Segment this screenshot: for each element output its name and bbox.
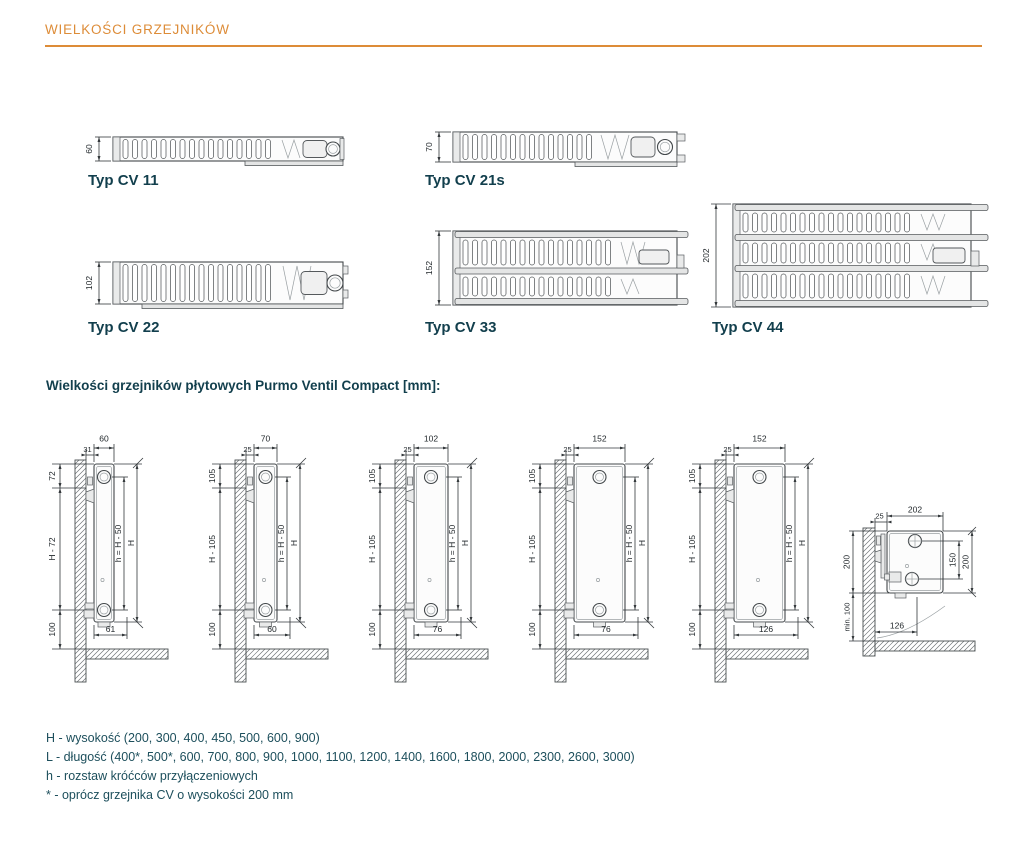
cv44-pipe-2 — [735, 235, 988, 241]
corner-top-dim — [887, 505, 943, 532]
cv33-label: Typ CV 33 — [425, 319, 497, 336]
svg-text:H: H — [797, 539, 807, 547]
bottom-valve — [753, 604, 766, 617]
bottom-dim-text: 60 — [267, 624, 277, 634]
legend-line: L - długość (400*, 500*, 600, 700, 800, 900, 1000, 1100, 1200, 1400, 1600, 1800, 2000, 2300, 2600, 3000) — [46, 750, 635, 764]
top-valve — [593, 471, 606, 484]
bottom-dim-arrow-r — [456, 634, 461, 637]
cv21s-plan-diagram — [425, 124, 695, 176]
svg-text:25: 25 — [243, 445, 252, 454]
corner-bottom-dim — [875, 597, 917, 636]
top-valve — [98, 471, 111, 484]
svg-text:H: H — [460, 539, 470, 547]
top-width-dim — [734, 434, 785, 463]
svg-text:H: H — [289, 539, 299, 547]
wall-bracket — [86, 489, 94, 503]
svg-text:min. 100: min. 100 — [842, 602, 852, 632]
top-dim-text: 152 — [592, 433, 607, 444]
bottom-valve-block — [404, 610, 414, 618]
side-view-diagram — [38, 420, 203, 682]
bottom-dim-arrow-r — [633, 634, 638, 637]
side-view-diagram — [678, 420, 843, 682]
top-width-dim — [414, 434, 448, 463]
svg-text:H: H — [126, 539, 136, 547]
bottom-dim-text: 76 — [432, 624, 443, 634]
wall-bracket — [246, 489, 254, 503]
cv21s-label: Typ CV 21s — [425, 172, 505, 189]
svg-text:H - 105: H - 105 — [687, 535, 697, 563]
bottom-dim-arrow-r — [122, 634, 127, 637]
top-dim-arrow-r — [780, 447, 785, 450]
bottom-dim-arrow-r — [793, 634, 798, 637]
top-dim-text: 70 — [260, 433, 271, 444]
radiator-body — [574, 464, 625, 622]
cv11-plan-diagram — [85, 128, 355, 174]
svg-text:200: 200 — [960, 554, 971, 570]
wall-gap-dim — [722, 445, 739, 460]
corner-gap-dim — [871, 512, 892, 529]
top-dim-arrow-r — [620, 447, 625, 450]
svg-text:202: 202 — [907, 504, 923, 515]
corner-view-diagram — [841, 484, 1027, 662]
cv44-depth-label: 202 — [701, 248, 711, 263]
svg-text:h = H - 50: h = H - 50 — [447, 524, 457, 563]
top-valve — [259, 471, 272, 484]
bottom-valve-block — [564, 610, 574, 618]
cv22-depth-label: 102 — [84, 275, 94, 291]
cv44-plan-diagram — [703, 194, 995, 316]
top-width-dim — [574, 434, 625, 463]
top-valve — [753, 471, 766, 484]
svg-text:h = H - 50: h = H - 50 — [113, 524, 123, 563]
right-group — [112, 458, 143, 628]
svg-text:105: 105 — [527, 468, 537, 484]
svg-text:100: 100 — [207, 622, 217, 637]
cv44-pipe-3 — [735, 266, 988, 272]
top-dim-text: 60 — [99, 433, 109, 444]
bottom-dim-text: 76 — [601, 624, 611, 634]
wall-gap-dim — [242, 445, 259, 460]
bottom-valve — [259, 604, 272, 617]
cv11-depth-label: 60 — [84, 144, 94, 154]
corner-bracket — [875, 550, 881, 563]
top-dim-arrow-r — [109, 447, 114, 450]
right-group — [783, 458, 814, 628]
corner-valve-block — [889, 572, 901, 582]
cv44-label: Typ CV 44 — [712, 319, 784, 336]
top-dim-arrow-r — [443, 447, 448, 450]
svg-text:H - 105: H - 105 — [527, 535, 537, 563]
cv44-pipe-1 — [735, 205, 988, 211]
page-title: WIELKOŚCI GRZEJNIKÓW — [45, 22, 230, 37]
cv11-bottom-strip — [245, 161, 343, 166]
floor-hatch — [86, 649, 168, 659]
svg-text:25: 25 — [403, 445, 412, 454]
svg-text:31: 31 — [83, 445, 92, 454]
cv44-valve-tab — [971, 251, 979, 266]
right-group — [446, 458, 477, 628]
cv33-depth-label: 152 — [424, 260, 434, 276]
bottom-dim-arrow-r — [285, 634, 290, 637]
cv22-depth-dim — [84, 262, 111, 304]
side-view-diagram — [518, 420, 683, 682]
cv11-depth-dim — [84, 137, 111, 161]
floor-sweep — [877, 606, 945, 638]
cv21s-depth-label: 70 — [424, 142, 434, 152]
bottom-valve — [425, 604, 438, 617]
svg-text:100: 100 — [527, 622, 537, 637]
wall-bracket — [406, 489, 414, 503]
svg-text:H - 72: H - 72 — [47, 537, 57, 561]
svg-text:105: 105 — [687, 468, 697, 484]
svg-text:200: 200 — [841, 554, 852, 570]
svg-text:H: H — [637, 539, 647, 547]
radiator-body — [414, 464, 448, 622]
right-group — [275, 458, 306, 628]
cv33-valve-tab — [677, 255, 684, 268]
cv33-pipe-top — [455, 232, 688, 238]
wall-gap-dim — [562, 445, 579, 460]
bottom-dim-text: 126 — [758, 624, 774, 634]
svg-text:25: 25 — [563, 445, 572, 454]
right-group — [623, 458, 654, 628]
wall-bracket — [726, 489, 734, 503]
floor-hatch — [566, 649, 648, 659]
bottom-dim-text: 61 — [105, 624, 116, 634]
cv22-bottom-strip — [142, 304, 343, 309]
svg-text:100: 100 — [47, 622, 57, 637]
radiator-body — [94, 464, 114, 622]
floor-hatch — [406, 649, 488, 659]
cv21s-bottom-strip — [575, 162, 677, 167]
wall-bracket — [566, 489, 574, 503]
top-dim-arrow-r — [272, 447, 277, 450]
cv33-pipe-bottom — [455, 299, 688, 305]
cv21s-depth-dim — [424, 132, 451, 162]
svg-text:105: 105 — [207, 468, 217, 484]
svg-text:72: 72 — [47, 471, 57, 481]
radiator-body — [734, 464, 785, 622]
cv44-depth-dim — [701, 204, 731, 307]
legend-line: H - wysokość (200, 300, 400, 450, 500, 600, 900) — [46, 731, 320, 745]
svg-text:25: 25 — [875, 511, 884, 521]
svg-text:25: 25 — [723, 445, 732, 454]
section-title: Wielkości grzejników płytowych Purmo Ventil Compact [mm]: — [46, 378, 441, 393]
bottom-valve-block — [724, 610, 734, 618]
svg-text:150: 150 — [947, 552, 958, 568]
top-valve — [425, 471, 438, 484]
svg-text:126: 126 — [889, 620, 905, 631]
top-width-dim — [254, 434, 277, 463]
bottom-valve — [593, 604, 606, 617]
corner-wall-hatch — [863, 528, 875, 656]
svg-text:100: 100 — [687, 622, 697, 637]
cv22-label: Typ CV 22 — [88, 319, 160, 336]
svg-text:H - 105: H - 105 — [367, 535, 377, 563]
top-width-dim — [94, 434, 114, 463]
side-view-diagram — [198, 420, 363, 682]
radiator-body — [254, 464, 277, 622]
cv33-pipe-mid — [455, 268, 688, 274]
svg-text:100: 100 — [367, 622, 377, 637]
cv11-label: Typ CV 11 — [88, 172, 159, 189]
bottom-valve-block — [84, 610, 94, 618]
header-rule — [45, 45, 982, 47]
top-dim-text: 152 — [752, 433, 767, 444]
floor-hatch — [246, 649, 328, 659]
floor-hatch — [726, 649, 808, 659]
cv22-plan-diagram — [85, 254, 355, 312]
side-view-diagram — [358, 420, 523, 682]
legend-line: h - rozstaw króćców przyłączeniowych — [46, 769, 258, 783]
svg-text:h = H - 50: h = H - 50 — [624, 524, 634, 563]
cv44-pipe-4 — [735, 301, 988, 307]
svg-text:h = H - 50: h = H - 50 — [784, 524, 794, 563]
svg-text:105: 105 — [367, 468, 377, 484]
cv33-depth-dim — [424, 231, 451, 305]
legend-line: * - oprócz grzejnika CV o wysokości 200 mm — [46, 788, 294, 802]
wall-gap-dim — [402, 445, 419, 460]
cv33-plan-diagram — [425, 224, 695, 314]
svg-text:H - 105: H - 105 — [207, 535, 217, 563]
corner-floor — [875, 641, 975, 651]
svg-text:h = H - 50: h = H - 50 — [276, 524, 286, 563]
bottom-valve-block — [244, 610, 254, 618]
top-dim-text: 102 — [423, 433, 439, 444]
bottom-valve — [98, 604, 111, 617]
wall-gap-dim — [82, 445, 99, 460]
corner-floor-hatch — [875, 641, 975, 651]
